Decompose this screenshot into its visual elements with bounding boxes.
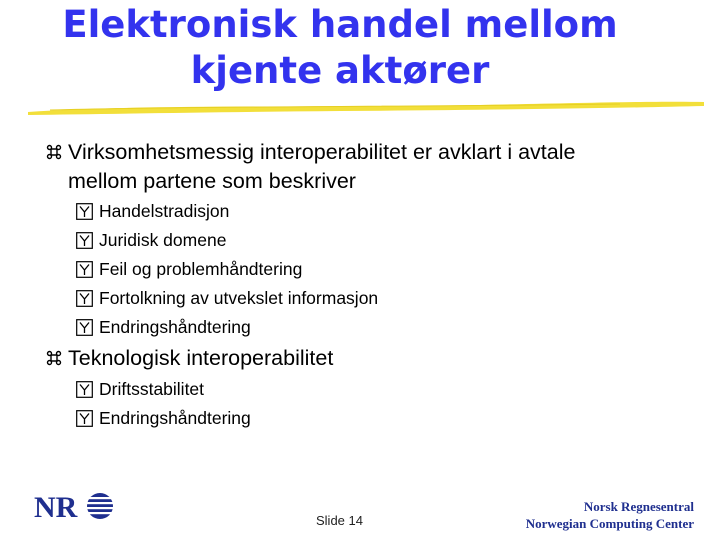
sub-bullet-item bbox=[76, 316, 676, 338]
nr-logo bbox=[34, 488, 116, 524]
sub-bullet-item bbox=[76, 287, 676, 309]
sub-bullet-item bbox=[76, 407, 676, 429]
checkbox-y-icon bbox=[76, 203, 93, 220]
command-key-icon bbox=[46, 144, 62, 160]
sub-bullet-text: Driftsstabilitet bbox=[99, 379, 205, 399]
bullet-text-line2: mellom partene som beskriver bbox=[68, 169, 356, 193]
sub-bullet-text: Juridisk domene bbox=[99, 230, 227, 250]
checkbox-y-icon bbox=[76, 261, 93, 278]
title-underline-brushstroke bbox=[20, 96, 710, 118]
sub-bullet-item bbox=[76, 258, 676, 280]
slide-title-line2: kjente aktører bbox=[190, 49, 490, 92]
organization-name bbox=[434, 498, 694, 532]
checkbox-y-icon bbox=[76, 319, 93, 336]
sub-bullet-text: Endringshåndtering bbox=[99, 317, 251, 337]
bullet-text-line1: Virksomhetsmessig interoperabilitet er avklart i avtale bbox=[68, 140, 576, 164]
checkbox-y-icon bbox=[76, 410, 93, 427]
sub-bullet-text: Endringshåndtering bbox=[99, 408, 251, 428]
slide-title-line1: Elektronisk handel mellom bbox=[62, 3, 618, 46]
sub-bullet-text: Feil og problemhåndtering bbox=[99, 259, 303, 279]
checkbox-y-icon bbox=[76, 232, 93, 249]
organization-name-english: Norwegian Computing Center bbox=[525, 516, 694, 531]
sub-bullet-item bbox=[76, 378, 676, 400]
bullet-text-line1: Teknologisk interoperabilitet bbox=[68, 346, 334, 370]
organization-name-norwegian: Norsk Regnesentral bbox=[583, 499, 694, 514]
checkbox-y-icon bbox=[76, 290, 93, 307]
sub-bullet-item bbox=[76, 200, 676, 222]
sub-bullet-text: Handelstradisjon bbox=[99, 201, 230, 221]
sub-bullet-item bbox=[76, 229, 676, 251]
bullet-item bbox=[46, 344, 686, 373]
checkbox-y-icon bbox=[76, 381, 93, 398]
bullet-item bbox=[46, 138, 686, 196]
slide-title bbox=[0, 2, 680, 94]
nr-logo-text: NR bbox=[34, 491, 78, 524]
sub-bullet-text: Fortolkning av utvekslet informasjon bbox=[99, 288, 379, 308]
nr-logo-globe-icon bbox=[86, 493, 114, 519]
slide-number: Slide 14 bbox=[316, 513, 363, 528]
command-key-icon bbox=[46, 350, 62, 366]
